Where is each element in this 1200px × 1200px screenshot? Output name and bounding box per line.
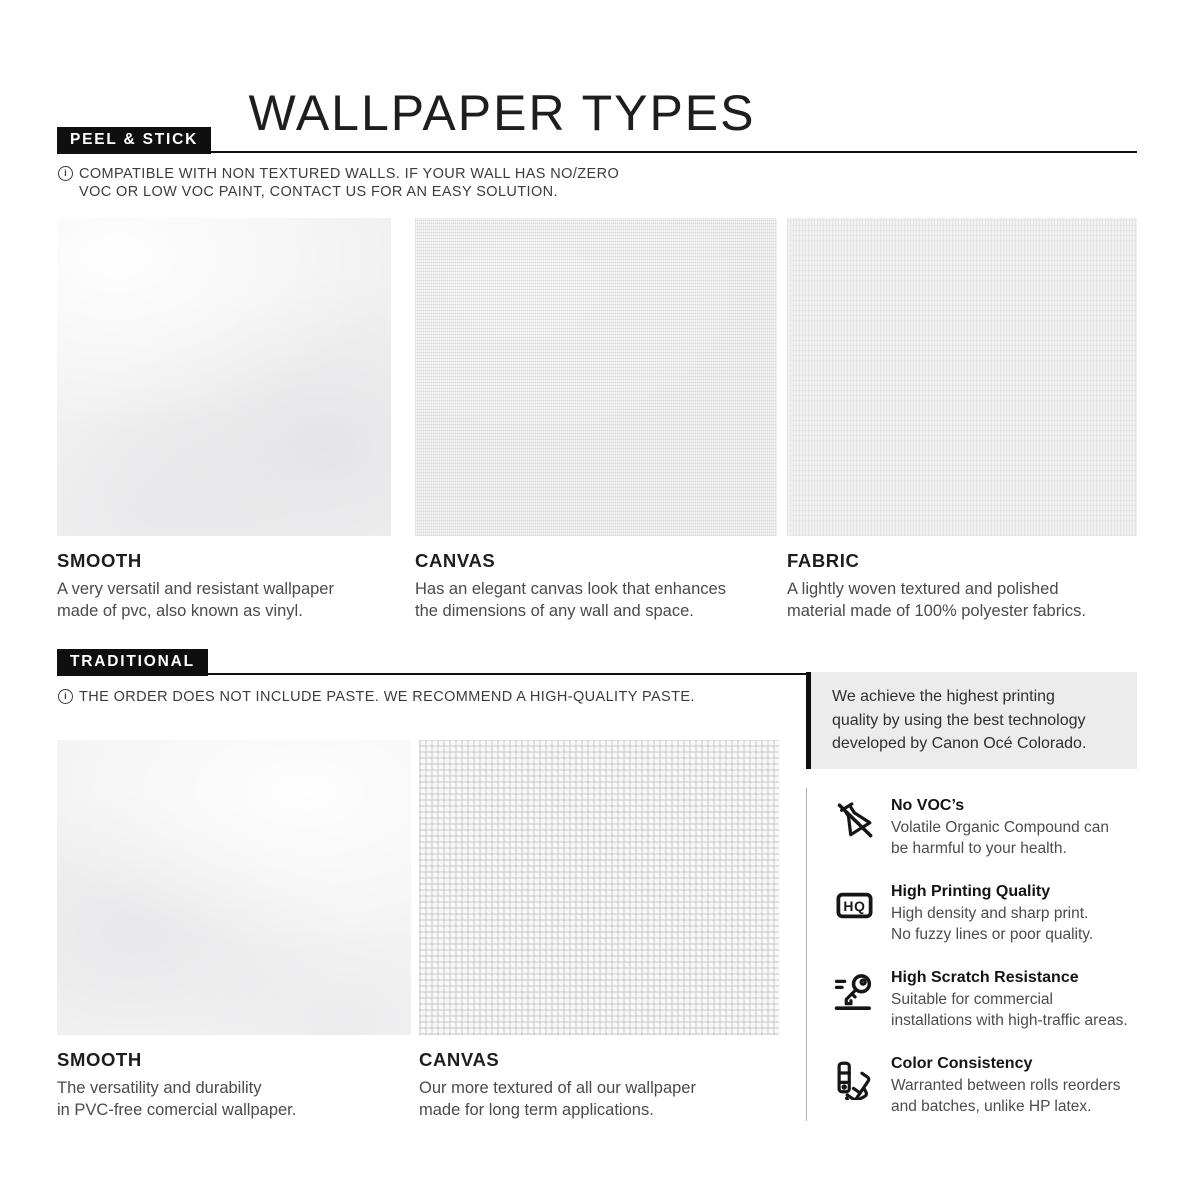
feature-description-line-1: Volatile Organic Compound can: [891, 819, 1109, 836]
swatch-description: [787, 578, 1137, 622]
quality-note-line-3: developed by Canon Océ Colorado.: [832, 735, 1087, 752]
feature-text: [891, 796, 1109, 859]
swatch-title: CANVAS: [415, 550, 496, 571]
swatch-title: SMOOTH: [57, 1049, 142, 1070]
swatch-description-line-2: material made of 100% polyester fabrics.: [787, 602, 1086, 620]
quality-note-line-2: quality by using the best technology: [832, 711, 1086, 729]
swatch-smooth-traditional: [57, 740, 411, 1035]
feature-title: Color Consistency: [891, 1055, 1033, 1072]
note-peel-and-stick: [58, 165, 619, 201]
feature-text: [891, 968, 1128, 1031]
quality-note-line-1: We achieve the highest printing: [832, 688, 1055, 705]
swatch-description: [57, 1077, 411, 1121]
swatch-title: CANVAS: [419, 1049, 500, 1070]
feature-description: [891, 818, 1109, 859]
feature-description-line-1: High density and sharp print.: [891, 905, 1089, 922]
card-peel-smooth: [57, 218, 391, 622]
section-badge-traditional: TRADITIONAL: [57, 649, 208, 676]
card-peel-canvas: [415, 218, 777, 622]
swatch-description-line-2: made for long term applications.: [419, 1101, 654, 1119]
swatch-description-line-1: Has an elegant canvas look that enhances: [415, 580, 726, 598]
info-icon: i: [58, 166, 73, 181]
printing-quality-callout: [806, 672, 1137, 769]
swatch-canvas-traditional: [419, 740, 779, 1035]
feature-description-line-1: Suitable for commercial: [891, 991, 1053, 1008]
swatch-description-line-1: A lightly woven textured and polished: [787, 580, 1059, 598]
feature-text: [891, 882, 1093, 945]
card-peel-fabric: [787, 218, 1137, 622]
feature-title: High Scratch Resistance: [891, 969, 1079, 986]
swatch-description-line-1: A very versatil and resistant wallpaper: [57, 580, 334, 598]
feature-description-line-2: and batches, unlike HP latex.: [891, 1097, 1092, 1115]
feature-title: High Printing Quality: [891, 883, 1051, 900]
feature-text: [891, 1054, 1120, 1117]
swatch-description: [57, 578, 391, 622]
swatch-description-line-2: made of pvc, also known as vinyl.: [57, 602, 303, 620]
hq-icon-letters: HQ: [843, 897, 866, 914]
hq-badge-icon: [832, 883, 877, 928]
no-voc-flask-icon: [832, 797, 877, 842]
card-traditional-canvas: [419, 740, 779, 1121]
section-badge-peel-and-stick: PEEL & STICK: [57, 127, 211, 154]
card-traditional-smooth: [57, 740, 411, 1121]
note-text: [79, 688, 695, 706]
feature-title: No VOC’s: [891, 797, 965, 814]
note-line-1: THE ORDER DOES NOT INCLUDE PASTE. WE RECOMMEND A HIGH-QUALITY PASTE.: [79, 689, 695, 705]
swatch-title: FABRIC: [787, 550, 860, 571]
info-icon: i: [58, 689, 73, 704]
swatch-fabric-peel-stick: [787, 218, 1137, 536]
key-scratch-icon: [832, 969, 877, 1014]
features-list: [806, 788, 1138, 1121]
feature-high-printing-quality: [807, 882, 1138, 945]
feature-description-line-2: installations with high-traffic areas.: [891, 1011, 1128, 1029]
swatch-description-line-2: the dimensions of any wall and space.: [415, 602, 694, 620]
feature-description-line-1: Warranted between rolls reorders: [891, 1077, 1121, 1094]
feature-color-consistency: [807, 1054, 1138, 1117]
page-title: WALLPAPER TYPES: [248, 84, 756, 141]
feature-description-line-2: be harmful to your health.: [891, 839, 1067, 857]
section-rule-peel-and-stick: [57, 151, 1137, 153]
feature-description: [891, 990, 1128, 1031]
feature-no-vocs: [807, 796, 1138, 859]
feature-description-line-2: No fuzzy lines or poor quality.: [891, 925, 1094, 943]
swatch-canvas-peel-stick: [415, 218, 777, 536]
feature-description: [891, 904, 1093, 945]
note-line-1: COMPATIBLE WITH NON TEXTURED WALLS. IF YOUR WALL HAS NO/ZERO: [79, 166, 620, 182]
feature-high-scratch-resistance: [807, 968, 1138, 1031]
swatch-description-line-1: The versatility and durability: [57, 1079, 262, 1097]
swatch-description: [419, 1077, 779, 1121]
note-line-2: VOC OR LOW VOC PAINT, CONTACT US FOR AN EASY SOLUTION.: [79, 184, 558, 200]
swatch-description-line-2: in PVC-free comercial wallpaper.: [57, 1101, 297, 1119]
swatch-description-line-1: Our more textured of all our wallpaper: [419, 1079, 696, 1097]
color-swatches-icon: [832, 1055, 877, 1100]
printing-quality-text: [832, 685, 1121, 756]
note-text: [79, 165, 619, 201]
feature-description: [891, 1076, 1120, 1117]
swatch-title: SMOOTH: [57, 550, 142, 571]
swatch-description: [415, 578, 777, 622]
note-traditional: [58, 688, 695, 706]
swatch-smooth-peel-stick: [57, 218, 391, 536]
